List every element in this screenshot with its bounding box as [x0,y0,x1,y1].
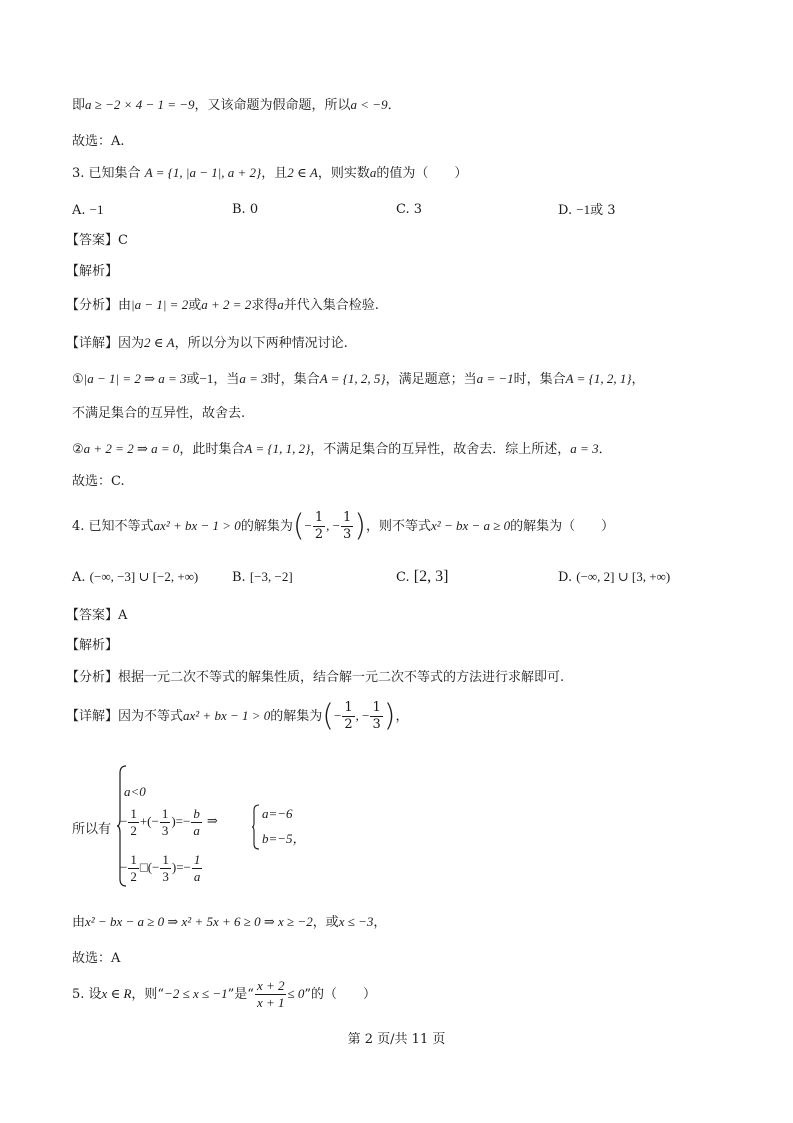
text: 即 [72,98,86,113]
text: ”的（ ） [304,987,377,1002]
text: ，又该命题为假命题，所以 [194,98,351,113]
fraction [128,806,139,839]
question-4 [72,510,614,543]
option-label: C. [396,570,410,585]
math-expression: a + 2 = 2 ⇒ a = 0 [83,441,180,456]
numerator: x + 2 [256,978,285,993]
fraction [128,852,139,885]
q4-jiexi: 【解析】 [66,638,119,653]
text: 的值为（ ） [376,166,468,181]
denominator: 2 [344,717,353,732]
text: ，或 [312,915,339,930]
math-expression: x² − bx − a ≥ 0 ⇒ x² + 5x + 6 ≥ 0 ⇒ x ≥ −2 [85,914,313,929]
text: 求得 [251,298,278,313]
page-footer: 第 2 页/共 11 页 [347,1032,446,1047]
text: ， [631,372,645,387]
denominator: x + 1 [256,995,285,1010]
question-number: 4. 已知不等式 [72,519,154,534]
math-expression: a + 2 = 2 [201,297,252,312]
math-set: A = {1, 2, 1} [565,371,632,386]
q3-answer: 【答案】C [66,233,128,248]
math-expression: a = −1 [476,371,514,386]
q4-result [72,913,386,932]
denominator: a [193,869,201,884]
math-expression: x ∈ R [101,986,132,1001]
right-brace [252,804,260,850]
paren-left: ( [292,508,305,544]
text: 或 [188,298,202,313]
q3-option-d [558,201,615,220]
denominator: 2 [130,869,137,884]
numerator: 1 [372,700,381,715]
text: +(− [139,813,159,829]
fraction [370,700,382,733]
text: ，则“ [131,987,165,1002]
math-expression: 2 ∈ A [287,165,318,180]
math-expression: a < −9 [350,97,388,112]
denominator: 3 [161,823,169,838]
numerator: 1 [193,852,201,867]
math-expression: x ≤ −3 [338,914,374,929]
arrow: ⇒ [206,813,218,829]
option-label: A. [72,203,86,218]
text: 的解集为（ ） [510,519,615,534]
text: ． [598,442,612,457]
math-expression: −2 ≤ x ≤ −1 [164,986,228,1001]
q4-select: 故选：A [72,951,121,966]
fraction [313,510,325,543]
text: 的解集为 [240,519,293,534]
q3-option-a [72,201,104,220]
math-expression: |a − 1| = 2 [131,297,189,312]
option-label: D. [558,203,573,218]
fraction [255,978,287,1011]
math-expression: |a − 1| = 2 ⇒ a = 3 [83,371,187,386]
comma: , − [326,518,341,533]
text: ，所以分为以下两种情况讨论. [174,336,348,351]
math-expression: 2 ∈ A [144,335,175,350]
question-3 [72,164,467,183]
math-set: A = {1, 2, 5} [319,371,386,386]
q3-fenxi [66,296,379,315]
numerator: 1 [314,510,324,525]
math-set: A = {1, |a − 1|, a + 2} [144,165,262,180]
text: 【分析】由 [66,298,132,313]
option-label: A. [72,570,86,585]
fraction [341,510,353,543]
text: 时，集合 [267,372,320,387]
text: ， [373,915,387,930]
question-5 [72,978,376,1011]
fraction [160,806,171,839]
text: 时，集合 [513,372,566,387]
denominator: a [193,823,200,838]
math-expression: ≤ 0 [287,986,305,1001]
q3-option-c: C. 3 [396,202,423,217]
fraction [191,806,202,839]
system-line-3 [120,852,203,885]
math-expression: −1 [199,371,214,386]
q4-option-a [72,568,198,587]
fraction [192,852,203,885]
paren-right: ) [354,508,367,544]
option-value: −1 [89,202,104,217]
text: − [120,859,128,875]
text: 或 3 [590,203,616,218]
option-value: (−∞, 2] ∪ [3, +∞) [576,569,671,584]
system-result-a: a=−6 [262,806,293,821]
text-line-1 [72,96,401,115]
option-label: D. [558,570,573,585]
q4-option-b [232,568,293,587]
q3-select: 故选：C. [72,474,125,489]
math-expression: ax² + bx − 1 > 0 [153,518,241,533]
numerator: 1 [344,700,353,715]
comma: ， [292,831,306,846]
text: ，不满足集合的互异性，故舍去．综上所述， [310,442,571,457]
text: 并代入集合检验. [283,298,379,313]
option-value: [2, 3] [413,568,449,585]
text: ， [395,709,409,724]
select-answer-line: 故选：A. [72,134,125,149]
text: 由 [72,915,86,930]
q3-xiangjie [66,334,348,353]
case-marker: ① [72,372,84,387]
text: 【详解】因为不等式 [66,709,184,724]
denominator: 3 [372,717,381,732]
text: ，则实数 [317,166,370,181]
denominator: 2 [130,823,137,838]
text: 或 [186,372,200,387]
comma: , − [355,708,370,723]
q3-case-1 [72,370,645,389]
paren-left: ( [322,698,335,734]
q3-case-1-continued: 不满足集合的互异性，故舍去. [72,406,246,421]
text: b=−5 [262,831,293,846]
math-variable: a [369,165,377,180]
numerator: 1 [130,852,137,867]
numerator: 1 [343,510,352,525]
paren-right: ) [383,698,396,734]
system-result-b [262,828,306,847]
math-variable: a [277,297,284,312]
minus-sign: − [304,518,312,533]
text: 【详解】因为 [66,336,145,351]
text: )=− [171,859,191,875]
text: ． [387,98,401,113]
q4-fenxi: 【分析】根据一元二次不等式的解集性质，结合解一元二次不等式的方法进行求解即可. [66,670,565,685]
option-value: [−3, −2] [249,569,293,584]
system-line-2 [120,806,218,839]
q4-option-d [558,568,670,587]
option-value: (−∞, −3] ∪ [−2, +∞) [89,569,199,584]
q3-jiexi: 【解析】 [66,264,119,279]
q3-case-2 [72,440,612,459]
q4-option-c [396,568,448,587]
math-set: A = {1, 1, 2} [244,441,311,456]
text: □(− [139,859,160,875]
text: ，则不等式 [366,519,432,534]
denominator: 3 [343,527,352,542]
q4-answer: 【答案】A [66,608,128,623]
system-line-1: a<0 [124,784,146,799]
text: ”是“ [227,987,254,1002]
fraction [342,700,354,733]
option-label: B. [232,570,246,585]
text: ，满足题意；当 [385,372,477,387]
math-expression: a = 3 [239,371,268,386]
question-number: 3. 已知集合 [72,166,141,181]
text: )=− [171,813,191,829]
text: ，当 [213,372,240,387]
option-value: −1 [576,202,591,217]
math-expression: x² − bx − a ≥ 0 [431,518,511,533]
case-marker: ② [72,442,84,457]
q3-option-b: B. 0 [232,202,259,217]
math-expression: a ≥ −2 × 4 − 1 = −9 [85,97,195,112]
numerator: b [193,806,200,821]
denominator: 2 [314,527,324,542]
math-expression: ax² + bx − 1 > 0 [183,708,271,723]
minus-sign: − [334,708,342,723]
text: 的解集为 [270,709,323,724]
q4-xiangjie [66,700,409,733]
text: − [120,813,128,829]
math-expression: a = 3 [570,441,599,456]
numerator: 1 [130,806,137,821]
numerator: 1 [161,806,169,821]
fraction [160,852,171,885]
question-number: 5. 设 [72,987,102,1002]
text: ，此时集合 [179,442,245,457]
numerator: 1 [162,852,169,867]
denominator: 3 [162,869,169,884]
system-lead: 所以有 [72,822,112,837]
text: ，且 [261,166,288,181]
